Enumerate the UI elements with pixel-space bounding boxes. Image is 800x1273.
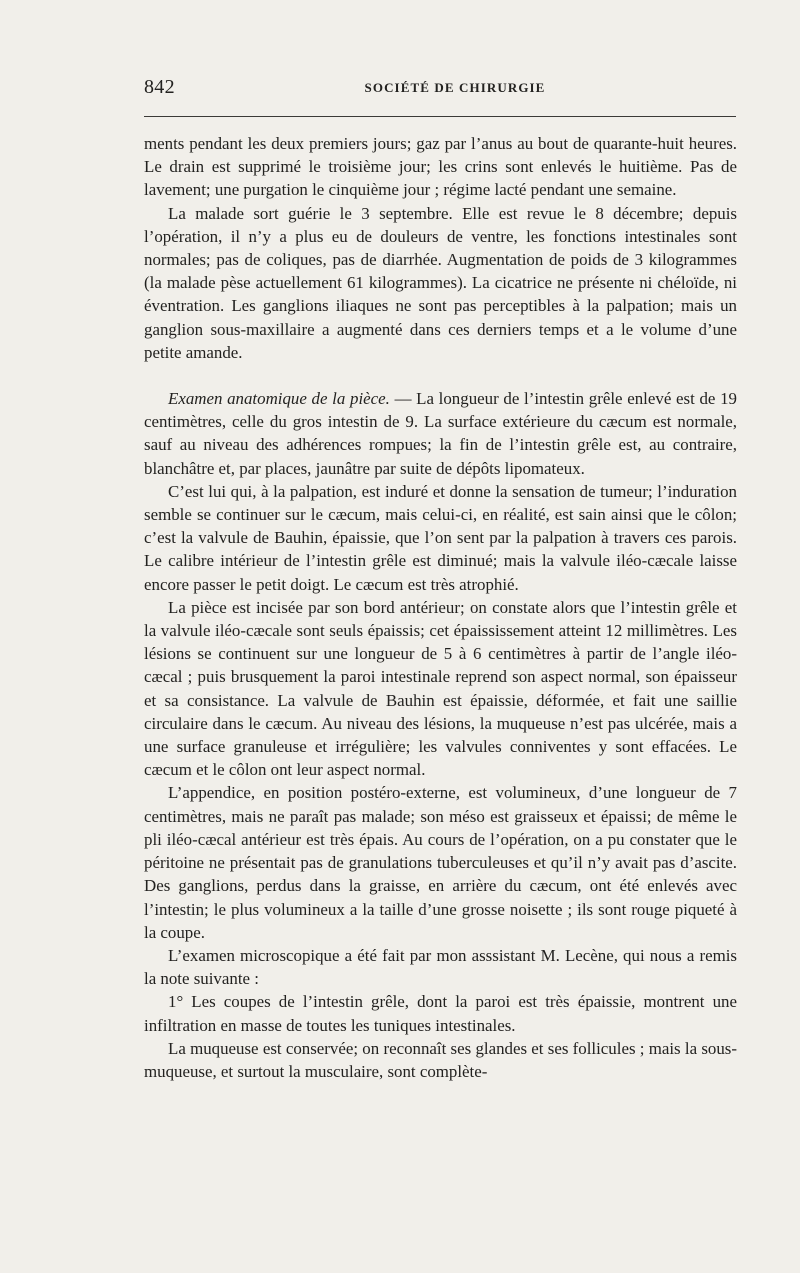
section-heading-anatomical-exam: Examen anatomique de la pièce. bbox=[168, 389, 390, 409]
header-rule bbox=[144, 116, 736, 117]
paragraph-incision: La pièce est incisée par son bord antérieur; on constate alors que l’intestin grêle et la valvule iléo-cæcale sont seuls épaissis; cet épaississement atteint 12 millimètres. Les lésions se continuent sur une longueur de 5 à 6 centimètres à partir de l’angle iléo-cæcal ; puis brusquement la paroi intestinale reprend son aspect normal, son épaisseur et sa consistance. La valvule de Bauhin est épaissie, déformée, et fait une saillie circulaire dans le cæcum. Au niveau des lésions, la muqueuse n’est pas ulcérée, mais a une surface granuleuse et irrégulière; les valvules conniventes y sont effacées. Le cæcum et le côlon ont leur aspect normal. bbox=[144, 597, 737, 780]
paragraph-appendix: L’appendice, en position postéro-externe, est volumineux, d’une longueur de 7 centimètres, mais ne paraît pas malade; son méso est graisseux et épaissi; de même le pli iléo-cæcal antérieur est très épais. Au cours de l’opération, on a pu constater que le péritoine ne présentait pas de granulations tuberculeuses et qu’il n’y avait pas d’ascite. Des ganglions, perdus dans la graisse, en arrière du cæcum, ont été enlevés avec l’intestin; le plus volumineux a la taille d’une grosse noisette ; ils sont rouge piqueté à la coupe. bbox=[144, 783, 737, 942]
paragraph-microscopic-exam: L’examen microscopique a été fait par mon asssistant M. Lecène, qui nous a remis la note suivante : bbox=[144, 945, 737, 989]
paragraph-anatomical-exam bbox=[144, 387, 737, 480]
body-text bbox=[144, 132, 737, 1083]
paragraph-continuation: ments pendant les deux premiers jours; gaz par l’anus au bout de quarante-huit heures. Le drain est supprimé le troisième jour; les crins sont enlevés le huitième. Pas de lavement; une purgation le cinquième jour ; régime lacté pendant une semaine. bbox=[144, 134, 737, 200]
page-header bbox=[144, 72, 736, 108]
page-number: 842 bbox=[144, 76, 175, 98]
paragraph-anatomical-exam-text: — La longueur de l’intestin grêle enlevé est de 19 centimètres, celle du gros intestin de 9. La surface extérieure du cæcum est normale, sauf au niveau des adhérences rompues; la fin de l’intestin grêle est, au contraire, blanchâtre et, par places, jaunâtre par suite de dépôts lipomateux. bbox=[144, 389, 737, 478]
paragraph-mucosa: La muqueuse est conservée; on reconnaît ses glandes et ses follicules ; mais la sous-muqueuse, et surtout la musculaire, sont complète- bbox=[144, 1038, 737, 1081]
running-head: SOCIÉTÉ DE CHIRURGIE bbox=[364, 80, 546, 95]
paragraph-patient-followup: La malade sort guérie le 3 septembre. Elle est revue le 8 décembre; depuis l’opération, il n’y a plus eu de douleurs de ventre, les fonctions intestinales sont normales; pas de coliques, pas de diarrhée. Augmentation de poids de 3 kilogrammes (la malade pèse actuellement 61 kilogrammes). La cicatrice ne présente ni chéloïde, ni éventration. Les ganglions iliaques ne sont pas perceptibles à la palpation; mais un ganglion sous-maxillaire a augmenté dans ces derniers temps et a le volume d’une petite amande. bbox=[144, 203, 737, 362]
paragraph-palpation: C’est lui qui, à la palpation, est induré et donne la sensation de tumeur; l’induration semble se continuer sur le cæcum, mais celui-ci, en réalité, est sain ainsi que le côlon; c’est la valvule de Bauhin, épaissie, que l’on sent par la palpation à travers ces parois. Le calibre intérieur de l’intestin grêle est diminué; mais la valvule iléo-cæcale laisse encore passer le petit doigt. Le cæcum est très atrophié. bbox=[144, 481, 737, 594]
paragraph-small-intestine-sections: 1° Les coupes de l’intestin grêle, dont la paroi est très épaissie, montrent une infiltration en masse de toutes les tuniques intestinales. bbox=[144, 992, 737, 1035]
